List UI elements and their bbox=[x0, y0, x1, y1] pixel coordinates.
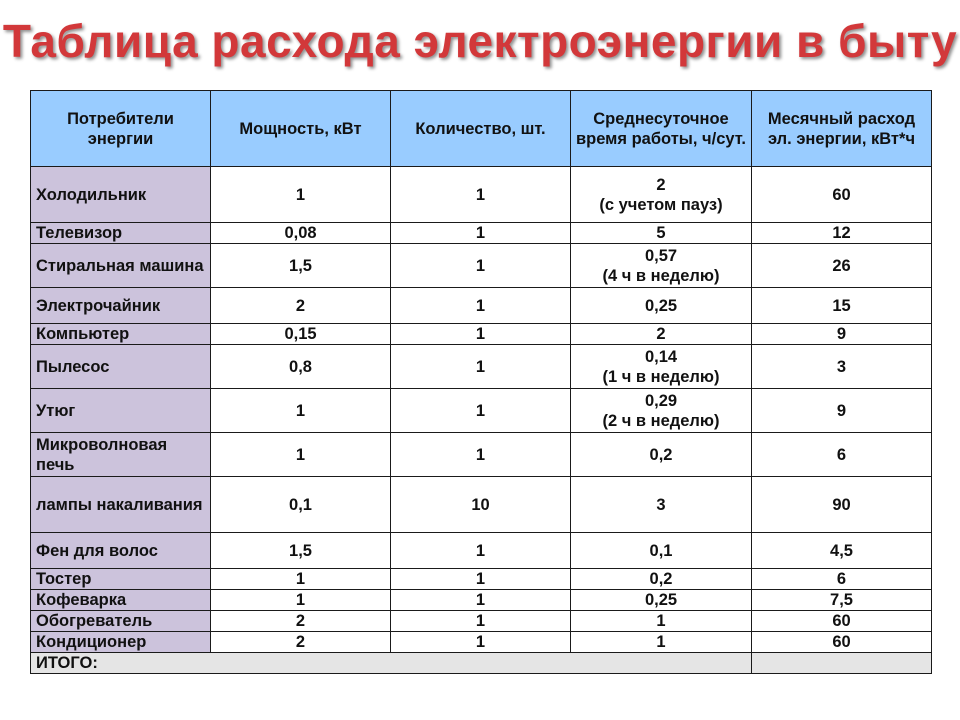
table-row bbox=[31, 533, 932, 569]
row-time bbox=[571, 167, 752, 223]
row-time: 1 bbox=[571, 611, 752, 632]
header-count: Количество, шт. bbox=[391, 91, 571, 167]
row-time-value: 0,29 bbox=[644, 391, 678, 410]
row-count: 1 bbox=[391, 389, 571, 433]
row-power: 1 bbox=[211, 569, 391, 590]
table-row bbox=[31, 569, 932, 590]
row-power: 0,1 bbox=[211, 477, 391, 533]
row-name: Микроволновая печь bbox=[31, 433, 211, 477]
row-name: Тостер bbox=[31, 569, 211, 590]
row-time: 5 bbox=[571, 223, 752, 244]
row-power: 0,15 bbox=[211, 324, 391, 345]
table-row bbox=[31, 167, 932, 223]
row-time-note: (2 ч в неделю) bbox=[602, 411, 720, 430]
row-count: 1 bbox=[391, 223, 571, 244]
row-name: Обогреватель bbox=[31, 611, 211, 632]
table-row bbox=[31, 244, 932, 288]
row-time bbox=[571, 244, 752, 288]
row-count: 1 bbox=[391, 533, 571, 569]
row-monthly: 9 bbox=[752, 389, 932, 433]
row-count: 1 bbox=[391, 569, 571, 590]
row-monthly: 6 bbox=[752, 433, 932, 477]
row-monthly: 6 bbox=[752, 569, 932, 590]
row-time bbox=[571, 345, 752, 389]
row-time: 0,25 bbox=[571, 590, 752, 611]
row-monthly: 26 bbox=[752, 244, 932, 288]
table-row bbox=[31, 223, 932, 244]
table-row bbox=[31, 611, 932, 632]
row-monthly: 60 bbox=[752, 632, 932, 653]
header-consumers: Потребители энергии bbox=[31, 91, 211, 167]
row-power: 0,8 bbox=[211, 345, 391, 389]
row-time-value: 2 bbox=[656, 175, 666, 194]
row-time: 3 bbox=[571, 477, 752, 533]
table-row bbox=[31, 433, 932, 477]
row-power: 2 bbox=[211, 611, 391, 632]
row-power: 1 bbox=[211, 389, 391, 433]
row-name: Электрочайник bbox=[31, 288, 211, 324]
row-count: 1 bbox=[391, 288, 571, 324]
row-name: Кофеварка bbox=[31, 590, 211, 611]
row-monthly: 60 bbox=[752, 167, 932, 223]
consumption-table bbox=[30, 90, 932, 674]
total-label: ИТОГО: bbox=[31, 653, 752, 674]
row-count: 1 bbox=[391, 167, 571, 223]
row-name: Пылесос bbox=[31, 345, 211, 389]
row-power: 1 bbox=[211, 590, 391, 611]
row-time: 2 bbox=[571, 324, 752, 345]
row-power: 2 bbox=[211, 288, 391, 324]
row-name: Холодильник bbox=[31, 167, 211, 223]
table-row bbox=[31, 632, 932, 653]
row-name: Утюг bbox=[31, 389, 211, 433]
row-name: лампы накаливания bbox=[31, 477, 211, 533]
row-time bbox=[571, 389, 752, 433]
row-count: 1 bbox=[391, 433, 571, 477]
row-power: 2 bbox=[211, 632, 391, 653]
row-power: 1,5 bbox=[211, 244, 391, 288]
row-time-note: (с учетом пауз) bbox=[599, 195, 723, 214]
row-monthly: 9 bbox=[752, 324, 932, 345]
row-monthly: 7,5 bbox=[752, 590, 932, 611]
row-time: 0,2 bbox=[571, 433, 752, 477]
row-monthly: 60 bbox=[752, 611, 932, 632]
row-name: Фен для волос bbox=[31, 533, 211, 569]
row-count: 1 bbox=[391, 611, 571, 632]
table-row bbox=[31, 324, 932, 345]
row-count: 1 bbox=[391, 590, 571, 611]
row-power: 1 bbox=[211, 167, 391, 223]
row-monthly: 4,5 bbox=[752, 533, 932, 569]
row-time: 0,25 bbox=[571, 288, 752, 324]
header-power: Мощность, кВт bbox=[211, 91, 391, 167]
row-monthly: 90 bbox=[752, 477, 932, 533]
row-time-value: 0,57 bbox=[644, 246, 678, 265]
row-name: Стиральная машина bbox=[31, 244, 211, 288]
row-monthly: 12 bbox=[752, 223, 932, 244]
row-monthly: 15 bbox=[752, 288, 932, 324]
table-row bbox=[31, 345, 932, 389]
row-time-note: (1 ч в неделю) bbox=[602, 367, 720, 386]
table-row bbox=[31, 590, 932, 611]
table-row bbox=[31, 389, 932, 433]
row-time: 1 bbox=[571, 632, 752, 653]
row-name: Компьютер bbox=[31, 324, 211, 345]
total-row bbox=[31, 653, 932, 674]
row-count: 1 bbox=[391, 324, 571, 345]
row-count: 1 bbox=[391, 345, 571, 389]
row-power: 1,5 bbox=[211, 533, 391, 569]
row-power: 0,08 bbox=[211, 223, 391, 244]
row-count: 10 bbox=[391, 477, 571, 533]
header-daily-time: Среднесуточное время работы, ч/сут. bbox=[571, 91, 752, 167]
row-time: 0,2 bbox=[571, 569, 752, 590]
row-power: 1 bbox=[211, 433, 391, 477]
total-value bbox=[752, 653, 932, 674]
row-count: 1 bbox=[391, 244, 571, 288]
row-time-value: 0,14 bbox=[644, 347, 678, 366]
row-count: 1 bbox=[391, 632, 571, 653]
page-title: Таблица расхода электроэнергии в быту bbox=[2, 15, 958, 67]
header-monthly-usage: Месячный расход эл. энергии, кВт*ч bbox=[752, 91, 932, 167]
table-row bbox=[31, 477, 932, 533]
row-time-note: (4 ч в неделю) bbox=[602, 266, 720, 285]
table-header-row bbox=[31, 91, 932, 167]
row-name: Кондиционер bbox=[31, 632, 211, 653]
table-row bbox=[31, 288, 932, 324]
row-name: Телевизор bbox=[31, 223, 211, 244]
row-monthly: 3 bbox=[752, 345, 932, 389]
row-time: 0,1 bbox=[571, 533, 752, 569]
